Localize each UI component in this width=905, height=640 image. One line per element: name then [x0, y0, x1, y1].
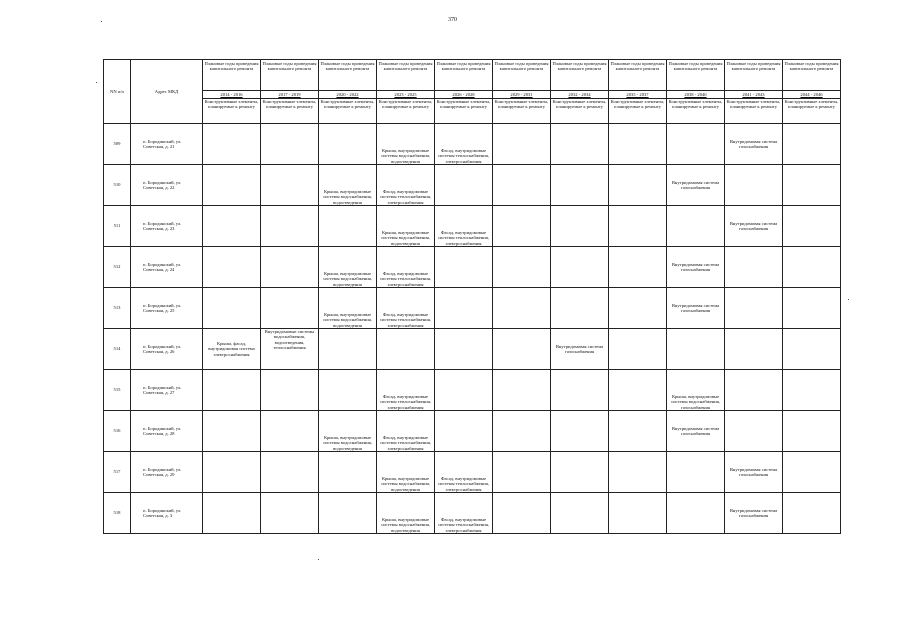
repair-cell [551, 411, 609, 452]
row-address: п. Бородинский, ул. Советская, д. 23 [131, 206, 203, 247]
repair-cell [609, 493, 667, 534]
repair-cell [783, 370, 841, 411]
repair-cell [261, 206, 319, 247]
repair-cell [493, 452, 551, 493]
period-years-header: 2044 - 2046 [783, 91, 841, 99]
row-address: п. Бородинский, ул. Советская, д. 28 [131, 411, 203, 452]
row-address: п. Бородинский, ул. Советская, д. 3 [131, 493, 203, 534]
repair-cell [725, 288, 783, 329]
table-row [104, 493, 841, 534]
row-number: 518 [104, 493, 131, 534]
elements-header: Конструктивные элементы, планируемые к ремонту [551, 99, 609, 124]
repair-cell [609, 411, 667, 452]
repair-cell [725, 329, 783, 370]
repair-cell: Внутридомовая система газоснабжения [725, 493, 783, 534]
elements-header: Конструктивные элементы, планируемые к ремонту [609, 99, 667, 124]
repair-cell [725, 165, 783, 206]
repair-cell [783, 452, 841, 493]
elements-header: Конструктивные элементы, планируемые к ремонту [725, 99, 783, 124]
repair-cell: Крыша, внутридомовые системы водоснабжения, водоотведения [377, 206, 435, 247]
period-title-header: Плановые годы проведения капитального ремонта [493, 60, 551, 91]
repair-cell [435, 370, 493, 411]
repair-cell: Внутридомовая система газоснабжения [667, 165, 725, 206]
repair-cell [493, 165, 551, 206]
repair-cell [203, 124, 261, 165]
repair-cell [551, 206, 609, 247]
repair-cell [435, 288, 493, 329]
repair-cell: Крыша, внутридомовые системы водоснабжения, водоотведения [377, 493, 435, 534]
repair-cell [493, 288, 551, 329]
repair-cell [783, 329, 841, 370]
period-years-header: 2035 - 2037 [609, 91, 667, 99]
repair-cell: Фасад, внутридомовые системы теплоснабжения, электроснабжения [377, 247, 435, 288]
repair-cell [725, 370, 783, 411]
table-row [104, 247, 841, 288]
repair-cell [609, 206, 667, 247]
repair-cell: Внутридомовая система газоснабжения [725, 206, 783, 247]
row-number: 514 [104, 329, 131, 370]
repair-cell: Крыша, внутридомовые системы водоснабжения, водоотведения [319, 411, 377, 452]
period-title-header: Плановые годы проведения капитального ремонта [725, 60, 783, 91]
repair-cell: Внутридомовая система газоснабжения [725, 124, 783, 165]
repair-cell [609, 165, 667, 206]
period-years-header: 2020 - 2022 [319, 91, 377, 99]
repair-cell [261, 165, 319, 206]
period-title-header: Плановые годы проведения капитального ремонта [609, 60, 667, 91]
scan-speck [96, 82, 97, 83]
header-period-row [104, 60, 841, 91]
repair-cell [667, 452, 725, 493]
row-number: 512 [104, 247, 131, 288]
repair-cell [783, 206, 841, 247]
repair-cell: Внутридомовая система газоснабжения [667, 288, 725, 329]
repair-cell [435, 411, 493, 452]
repair-cell [667, 124, 725, 165]
elements-header: Конструктивные элементы, планируемые к ремонту [261, 99, 319, 124]
period-title-header: Плановые годы проведения капитального ремонта [377, 60, 435, 91]
repair-cell: Фасад, внутридомовые системы теплоснабжения, электроснабжения [377, 165, 435, 206]
repair-cell [551, 493, 609, 534]
repair-cell: Фасад, внутридомовые системы теплоснабжения, электроснабжения [435, 124, 493, 165]
repair-cell: Фасад, внутридомовые системы теплоснабжения, электроснабжения [377, 288, 435, 329]
repair-cell [377, 329, 435, 370]
repair-cell [783, 493, 841, 534]
repair-cell [493, 206, 551, 247]
repair-cell [435, 165, 493, 206]
scan-speck [848, 299, 849, 300]
repair-cell: Крыша, внутридомовые системы водоснабжения, водоотведения [319, 247, 377, 288]
row-number: 511 [104, 206, 131, 247]
period-years-header: 2041 - 2043 [725, 91, 783, 99]
repair-cell [203, 165, 261, 206]
elements-header: Конструктивные элементы, планируемые к ремонту [493, 99, 551, 124]
repair-cell [783, 411, 841, 452]
repair-cell [261, 493, 319, 534]
repair-cell: Крыша, внутридомовые системы водоснабжения, водоотведения [319, 165, 377, 206]
repair-cell: Внутридомовая система газоснабжения [667, 247, 725, 288]
repair-cell [725, 247, 783, 288]
repair-cell [783, 165, 841, 206]
repair-cell [261, 452, 319, 493]
repair-cell: Внутридомовая система газоснабжения [551, 329, 609, 370]
repair-cell [667, 329, 725, 370]
repair-cell [203, 247, 261, 288]
row-address: п. Бородинский, ул. Советская, д. 25 [131, 288, 203, 329]
row-address: п. Бородинский, ул. Советская, д. 24 [131, 247, 203, 288]
repair-cell: Внутридомовая система газоснабжения [667, 411, 725, 452]
table-row [104, 206, 841, 247]
repair-cell [319, 370, 377, 411]
repair-cell [203, 493, 261, 534]
repair-cell [261, 411, 319, 452]
repair-cell: Крыша, внутридомовые системы водоснабжения, газоснабжения [667, 370, 725, 411]
repair-cell [261, 124, 319, 165]
header-years-row [104, 91, 841, 99]
repair-cell: Крыша, внутридомовые системы водоснабжения, водоотведения [377, 124, 435, 165]
repair-cell [551, 288, 609, 329]
row-address: п. Бородинский, ул. Советская, д. 27 [131, 370, 203, 411]
repair-cell [261, 288, 319, 329]
repair-cell [203, 206, 261, 247]
repair-cell [725, 411, 783, 452]
row-address: п. Бородинский, ул. Советская, д. 26 [131, 329, 203, 370]
row-number: 516 [104, 411, 131, 452]
period-title-header: Плановые годы проведения капитального ремонта [319, 60, 377, 91]
repair-cell [319, 452, 377, 493]
repair-cell [493, 493, 551, 534]
table-body [104, 124, 841, 534]
period-years-header: 2017 - 2019 [261, 91, 319, 99]
elements-header: Конструктивные элементы, планируемые к ремонту [319, 99, 377, 124]
row-number: 515 [104, 370, 131, 411]
repair-cell [551, 452, 609, 493]
elements-header: Конструктивные элементы, планируемые к ремонту [203, 99, 261, 124]
period-years-header: 2038 - 2040 [667, 91, 725, 99]
period-title-header: Плановые годы проведения капитального ремонта [667, 60, 725, 91]
period-years-header: 2029 - 2031 [493, 91, 551, 99]
period-title-header: Плановые годы проведения капитального ремонта [203, 60, 261, 91]
repair-cell [609, 370, 667, 411]
repair-cell: Внутридомовая система газоснабжения [725, 452, 783, 493]
repair-cell [551, 165, 609, 206]
repair-cell [319, 493, 377, 534]
page-number: 370 [448, 17, 457, 23]
table-row [104, 124, 841, 165]
elements-header: Конструктивные элементы, планируемые к ремонту [377, 99, 435, 124]
table-row [104, 370, 841, 411]
row-number: 517 [104, 452, 131, 493]
row-address: п. Бородинский, ул. Советская, д. 22 [131, 165, 203, 206]
repair-cell [609, 247, 667, 288]
scan-speck [318, 559, 319, 560]
repair-cell [667, 493, 725, 534]
table-row [104, 452, 841, 493]
repair-cell: Внутридомовые системы водоснабжения, водоотведения, теплоснабжения [261, 329, 319, 370]
row-number: 513 [104, 288, 131, 329]
repair-cell [261, 247, 319, 288]
repair-cell [493, 411, 551, 452]
repair-cell: Крыша, внутридомовые системы водоснабжения, водоотведения [319, 288, 377, 329]
repair-cell [783, 124, 841, 165]
row-address: п. Бородинский, ул. Советская, д. 21 [131, 124, 203, 165]
row-number: 510 [104, 165, 131, 206]
table-row [104, 329, 841, 370]
repair-cell: Фасад, внутридомовые системы теплоснабжения, электроснабжения [377, 411, 435, 452]
repair-cell [551, 247, 609, 288]
repair-cell: Фасад, внутридомовые системы теплоснабжения, электроснабжения [377, 370, 435, 411]
address-header: Адрес МКД [131, 60, 203, 124]
repair-cell [609, 124, 667, 165]
repair-cell [319, 124, 377, 165]
row-number: 509 [104, 124, 131, 165]
row-address: п. Бородинский, ул. Советская, д. 29 [131, 452, 203, 493]
period-years-header: 2026 - 2028 [435, 91, 493, 99]
repair-cell [493, 370, 551, 411]
scan-speck [101, 21, 102, 22]
repair-cell [203, 452, 261, 493]
period-years-header: 2023 - 2025 [377, 91, 435, 99]
table-header [104, 60, 841, 124]
repair-cell [203, 370, 261, 411]
repair-cell: Фасад, внутридомовые системы теплоснабжения, электроснабжения [435, 452, 493, 493]
repair-cell [493, 124, 551, 165]
period-title-header: Плановые годы проведения капитального ремонта [551, 60, 609, 91]
repair-cell [609, 329, 667, 370]
period-years-header: 2014 - 2016 [203, 91, 261, 99]
repair-schedule-table [103, 59, 841, 534]
elements-header: Конструктивные элементы, планируемые к ремонту [783, 99, 841, 124]
header-elements-row [104, 99, 841, 124]
repair-cell [435, 329, 493, 370]
repair-cell: Крыша, внутридомовые системы водоснабжения, водоотведения [377, 452, 435, 493]
table-row [104, 165, 841, 206]
repair-cell [551, 370, 609, 411]
repair-cell [493, 247, 551, 288]
repair-cell [493, 329, 551, 370]
elements-header: Конструктивные элементы, планируемые к ремонту [667, 99, 725, 124]
elements-header: Конструктивные элементы, планируемые к ремонту [435, 99, 493, 124]
repair-cell [203, 288, 261, 329]
period-title-header: Плановые годы проведения капитального ремонта [261, 60, 319, 91]
repair-cell [435, 247, 493, 288]
table-row [104, 288, 841, 329]
repair-cell [319, 206, 377, 247]
repair-cell: Фасад, внутридомовые системы теплоснабжения, электроснабжения [435, 206, 493, 247]
num-header: NN п/п [104, 60, 131, 124]
repair-cell [609, 452, 667, 493]
repair-cell [783, 247, 841, 288]
period-title-header: Плановые годы проведения капитального ремонта [435, 60, 493, 91]
repair-cell [261, 370, 319, 411]
table-row [104, 411, 841, 452]
repair-cell [551, 124, 609, 165]
repair-cell [319, 329, 377, 370]
repair-cell [609, 288, 667, 329]
period-years-header: 2032 - 2034 [551, 91, 609, 99]
repair-cell [667, 206, 725, 247]
repair-cell [203, 411, 261, 452]
repair-cell [783, 288, 841, 329]
repair-cell: Крыша, фасад, внутридомовая система электроснабжения [203, 329, 261, 370]
repair-cell: Фасад, внутридомовые системы теплоснабжения, электроснабжения [435, 493, 493, 534]
period-title-header: Плановые годы проведения капитального ремонта [783, 60, 841, 91]
